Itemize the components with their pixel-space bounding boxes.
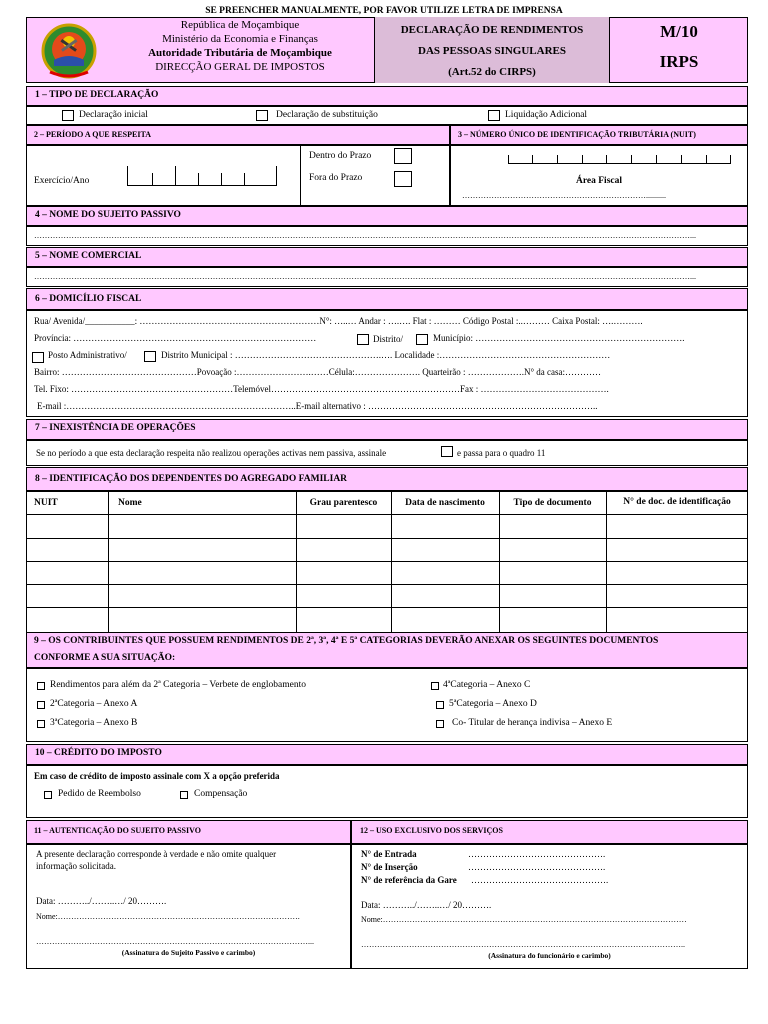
label-anexo-e: Co- Titular de herança indivisa – Anexo E bbox=[452, 718, 613, 728]
checkbox-declaracao-substituicao[interactable] bbox=[256, 110, 268, 121]
nuit-input[interactable] bbox=[508, 155, 731, 164]
label-dentro-prazo: Dentro do Prazo bbox=[309, 151, 372, 161]
col-sep bbox=[499, 491, 500, 633]
year-digit-sep bbox=[152, 173, 153, 186]
col-header-tipo: Tipo de documento bbox=[513, 498, 592, 508]
address-line-telefone[interactable]: Tel. Fixo: ………………………………………………Telemóvel………………………………………………………Fax : ……………………………………. bbox=[34, 384, 609, 394]
checkbox-pedido-reembolso[interactable] bbox=[44, 791, 52, 799]
authority-name: Autoridade Tributária de Moçambique bbox=[148, 47, 332, 59]
checkbox-compensacao[interactable] bbox=[180, 791, 188, 799]
address-line-localidade[interactable]: Distrito Municipal : ………………………………………….…. Localidade :………………………………………………… bbox=[161, 350, 611, 360]
checkbox-fora-prazo[interactable] bbox=[394, 171, 412, 187]
servicos-signature-line[interactable]: ………………………………………………………………………………………………………….. bbox=[361, 940, 685, 949]
nuit-digit-sep bbox=[730, 155, 731, 164]
label-fora-prazo: Fora do Prazo bbox=[309, 173, 363, 183]
section-6-header: 6 – DOMICÍLIO FISCAL bbox=[26, 288, 748, 310]
section-12-header: 12 – USO EXCLUSIVO DOS SERVIÇOS bbox=[360, 826, 503, 835]
numero-entrada-input[interactable]: ………………………………………. bbox=[468, 849, 606, 859]
col-header-nuit: NUIT bbox=[34, 498, 58, 508]
label-numero-entrada: N° de Entrada bbox=[361, 849, 417, 859]
label-compensacao: Compensação bbox=[194, 789, 248, 799]
table-row[interactable] bbox=[26, 584, 748, 585]
col-header-grau: Grau parentesco bbox=[309, 498, 378, 508]
inexistencia-text-end: e passa para o quadro 11 bbox=[457, 448, 546, 458]
col-header-data: Data de nascimento bbox=[405, 498, 485, 508]
checkbox-dentro-prazo[interactable] bbox=[394, 148, 412, 164]
address-line-municipio[interactable]: Município: ……………………………………………………………. bbox=[433, 333, 685, 343]
label-pedido-reembolso: Pedido de Reembolso bbox=[58, 789, 141, 799]
servicos-signature-label: (Assinatura do funcionário e carimbo) bbox=[488, 951, 611, 960]
nuit-digit-sep bbox=[681, 155, 682, 164]
form-title-line3: (Art.52 do CIRPS) bbox=[448, 66, 536, 78]
section-2-header: 2 – PERÍODO A QUE RESPEITA bbox=[34, 130, 151, 139]
directorate-name: DIRECÇÃO GERAL DE IMPOSTOS bbox=[155, 61, 325, 73]
nuit-digit-sep bbox=[582, 155, 583, 164]
section-5-header: 5 – NOME COMERCIAL bbox=[26, 247, 748, 267]
nuit-digit-sep bbox=[656, 155, 657, 164]
checkbox-posto-administrativo[interactable] bbox=[32, 352, 44, 363]
nuit-digit-sep bbox=[706, 155, 707, 164]
checkbox-distrito-municipal[interactable] bbox=[144, 351, 156, 362]
section-7-header: 7 – INEXISTÊNCIA DE OPERAÇÕES bbox=[26, 419, 748, 440]
label-declaracao-substituicao: Declaração de substituição bbox=[276, 110, 378, 120]
mozambique-emblem-icon bbox=[40, 22, 98, 80]
form-title-line2: DAS PESSOAS SINGULARES bbox=[418, 45, 566, 57]
table-row[interactable] bbox=[26, 538, 748, 539]
autenticacao-nome-input[interactable]: Nome:………………………………………………………………………………. bbox=[36, 912, 300, 921]
section-3-header: 3 – NÚMERO ÚNICO DE IDENTIFICAÇÃO TRIBUTÁRIA (NUIT) bbox=[458, 130, 696, 139]
col-header-nome: Nome bbox=[118, 498, 142, 508]
label-verbete-englobamento: Rendimentos para além da 2ª Categoria – Verbete de englobamento bbox=[50, 680, 306, 690]
checkbox-verbete-englobamento[interactable] bbox=[37, 682, 45, 690]
section-9-header-line2: CONFORME A SUA SITUAÇÃO: bbox=[34, 653, 176, 663]
checkbox-anexo-a[interactable] bbox=[37, 701, 45, 709]
section-11-header: 11 – AUTENTICAÇÃO DO SUJEITO PASSIVO bbox=[34, 826, 201, 835]
col-sep bbox=[606, 491, 607, 633]
nome-sujeito-passivo-input[interactable]: …………………………………………………………………………………………………………………………………………………………………………………………………………………………... bbox=[34, 231, 696, 240]
label-anexo-b: 3ªCategoria – Anexo B bbox=[50, 718, 138, 728]
section-2-divider bbox=[300, 145, 301, 206]
section-9-header-line1: 9 – OS CONTRIBUINTES QUE POSSUEM RENDIMENTOS DE 2ª, 3ª, 4ª E 5ª CATEGORIAS DEVERÃO ANEXAR OS SEGUINTES DOCUMENTOS bbox=[34, 636, 659, 646]
section-4-header: 4 – NOME DO SUJEITO PASSIVO bbox=[26, 206, 748, 226]
label-area-fiscal: Área Fiscal bbox=[576, 176, 622, 186]
servicos-data-input[interactable]: Data: ………../……..…/ 20………. bbox=[361, 900, 492, 910]
section-8-header: 8 – IDENTIFICAÇÃO DOS DEPENDENTES DO AGREGADO FAMILIAR bbox=[26, 467, 748, 491]
label-referencia-gare: N° de referência da Gare bbox=[361, 875, 457, 885]
label-declaracao-inicial: Declaração inicial bbox=[79, 110, 148, 120]
nuit-digit-sep bbox=[532, 155, 533, 164]
form-code: M/10 bbox=[660, 22, 698, 41]
checkbox-anexo-b[interactable] bbox=[37, 720, 45, 728]
label-anexo-d: 5ªCategoria – Anexo D bbox=[449, 699, 537, 709]
label-exercicio: Exercício/Ano bbox=[34, 176, 90, 186]
section-10-header: 10 – CRÉDITO DO IMPOSTO bbox=[26, 744, 748, 765]
label-liquidacao-adicional: Liquidação Adicional bbox=[505, 110, 588, 120]
inexistencia-text: Se no período a que esta declaração respeita não realizou operações activas nem passiva, assinale bbox=[36, 448, 387, 458]
address-line-bairro[interactable]: Bairro: ………………………………………Povoação :…………………….……Célula:…………………. Quarteirão : ……………….N° da casa:………… bbox=[34, 367, 602, 377]
referencia-gare-input[interactable]: ………………………………………. bbox=[471, 875, 609, 885]
table-row[interactable] bbox=[26, 607, 748, 608]
checkbox-declaracao-inicial[interactable] bbox=[62, 110, 74, 121]
label-posto-administrativo: Posto Administrativo/ bbox=[48, 350, 127, 360]
address-line-rua[interactable]: Rua/ Avenida/___________: ……………………………………………………N°: …..… Andar : ….…. Flat : ……… Código Postal :..……… Caixa Postal: ….………. bbox=[34, 316, 643, 326]
year-digit-sep bbox=[221, 173, 222, 186]
label-numero-insercao: N° de Inserção bbox=[361, 862, 418, 872]
section-1-header: 1 – TIPO DE DECLARAÇÃO bbox=[26, 86, 748, 106]
checkbox-liquidacao-adicional[interactable] bbox=[488, 110, 500, 121]
form-title-line1: DECLARAÇÃO DE RENDIMENTOS bbox=[400, 24, 584, 36]
col-sep bbox=[296, 491, 297, 633]
ministry-name: Ministério da Economia e Finanças bbox=[162, 33, 318, 45]
nuit-digit-sep bbox=[606, 155, 607, 164]
nuit-digit-sep bbox=[557, 155, 558, 164]
form-tax: IRPS bbox=[659, 52, 699, 71]
label-distrito: Distrito/ bbox=[373, 334, 404, 344]
col-header-num: N° de doc. de identificação bbox=[623, 497, 731, 507]
autenticacao-text-line2: informação solicitada. bbox=[36, 861, 116, 871]
checkbox-inexistencia-operacoes[interactable] bbox=[441, 446, 453, 457]
checkbox-anexo-d[interactable] bbox=[436, 701, 444, 709]
autenticacao-signature-label: (Assinatura do Sujeito Passivo e carimbo) bbox=[121, 948, 256, 957]
top-notice: SE PREENCHER MANUALMENTE, POR FAVOR UTILIZE LETRA DE IMPRENSA bbox=[205, 6, 563, 16]
country-name: República de Moçambique bbox=[180, 19, 300, 31]
checkbox-distrito[interactable] bbox=[357, 334, 369, 345]
autenticacao-signature-line[interactable]: …………………………………………………………………………………………... bbox=[36, 937, 314, 946]
nome-comercial-input[interactable]: …………………………………………………………………………………………………………………………………………………………………………………………………………………………... bbox=[34, 272, 696, 281]
area-fiscal-input[interactable]: …………………………………………………………….......... bbox=[462, 191, 666, 200]
year-digit-sep bbox=[175, 166, 176, 186]
checkbox-anexo-e[interactable] bbox=[436, 720, 444, 728]
address-line-email[interactable]: E-mail :…………………………………………………………………..E-mail alternativo : ………………………………………………………………….. bbox=[37, 401, 598, 411]
autenticacao-text-line1: A presente declaração corresponde à verdade e não omite qualquer bbox=[36, 849, 277, 859]
year-digit-sep bbox=[244, 173, 245, 186]
year-digit-sep bbox=[198, 173, 199, 186]
label-anexo-a: 2ªCategoria – Anexo A bbox=[50, 699, 138, 709]
table-row[interactable] bbox=[26, 561, 748, 562]
col-sep bbox=[391, 491, 392, 633]
nuit-digit-sep bbox=[508, 155, 509, 164]
servicos-nome-input[interactable]: Nome:…………………………………………………………………………………………………… bbox=[361, 915, 687, 924]
col-sep bbox=[108, 491, 109, 633]
numero-insercao-input[interactable]: ………………………………………. bbox=[468, 862, 606, 872]
checkbox-anexo-c[interactable] bbox=[431, 682, 439, 690]
label-anexo-c: 4ªCategoria – Anexo C bbox=[443, 680, 531, 690]
address-line-provincia[interactable]: Província: ……………………………………………………………………… bbox=[34, 333, 317, 343]
autenticacao-data-input[interactable]: Data: ………../……..…/ 20………. bbox=[36, 896, 167, 906]
checkbox-municipio[interactable] bbox=[416, 334, 428, 345]
nuit-digit-sep bbox=[631, 155, 632, 164]
credito-text: Em caso de crédito de imposto assinale com X a opção preferida bbox=[34, 771, 280, 781]
exercicio-input[interactable] bbox=[127, 166, 277, 186]
